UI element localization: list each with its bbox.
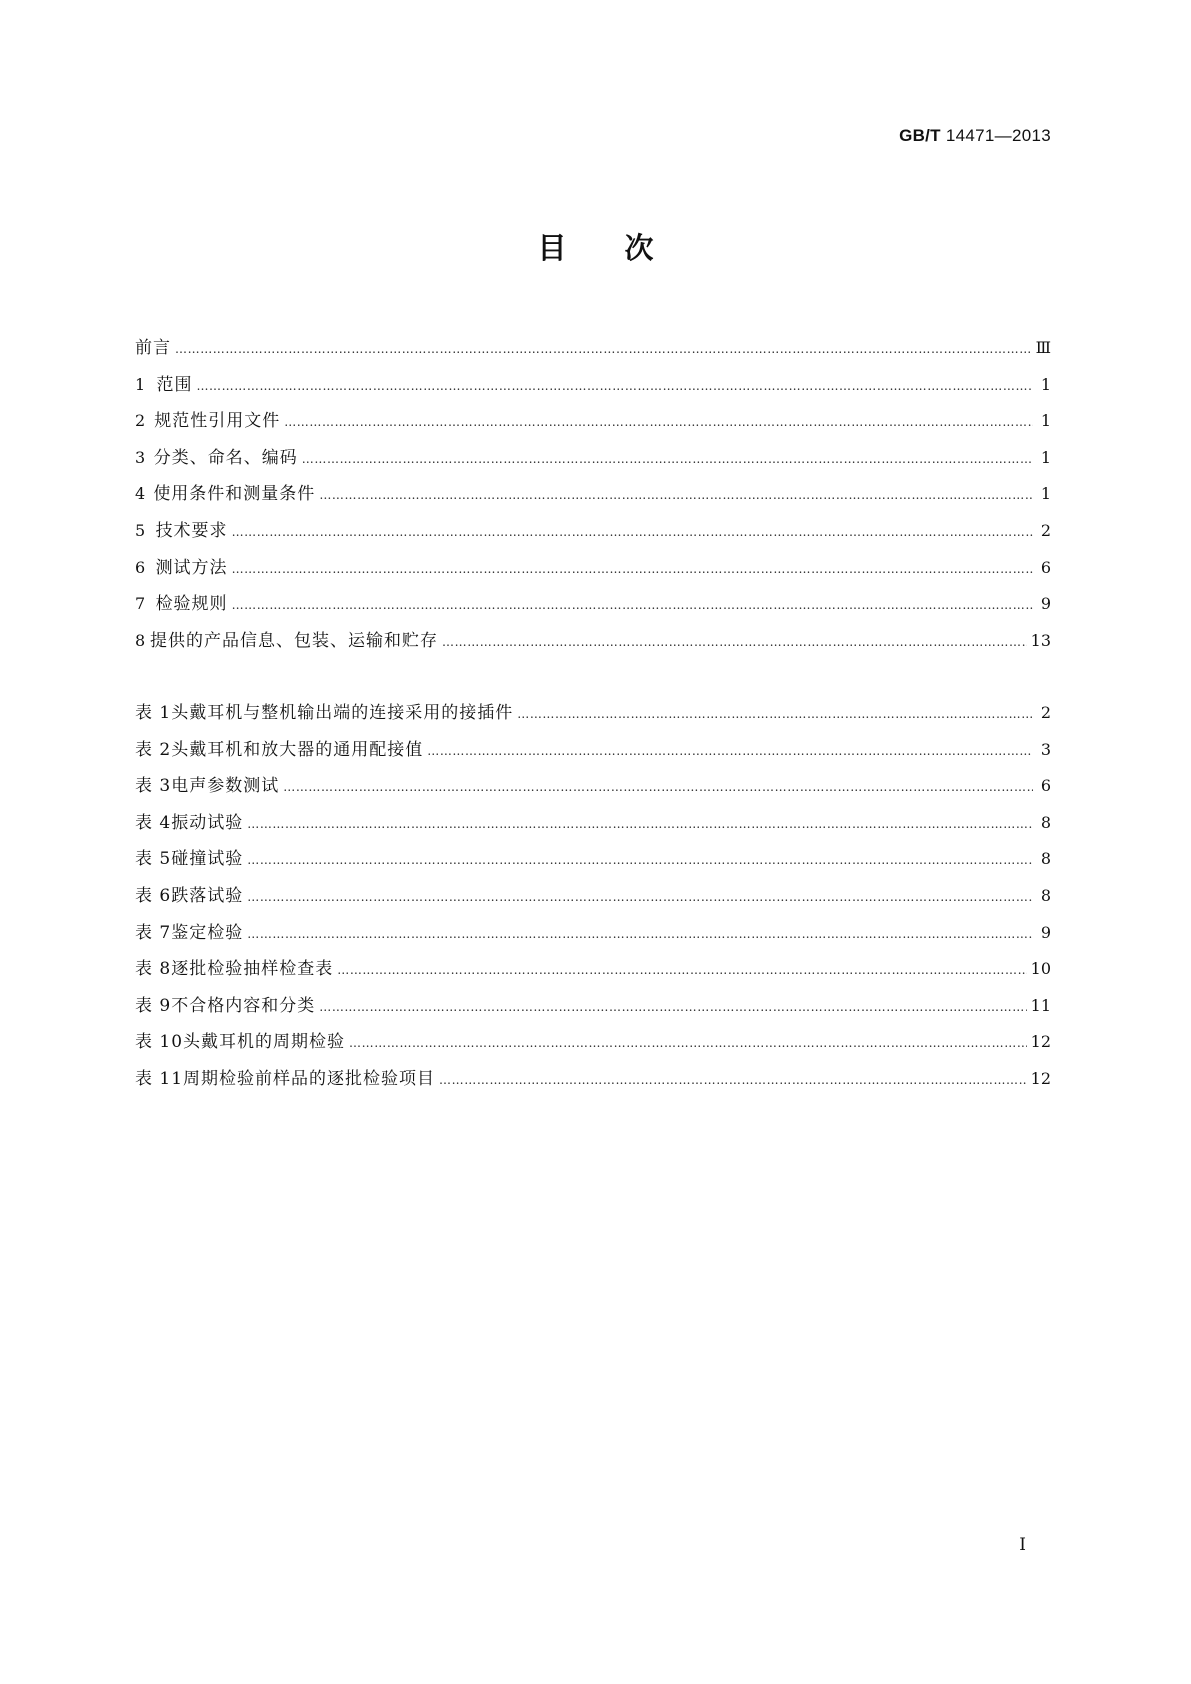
toc-entry-page: 1 <box>1040 447 1051 467</box>
toc-entry-section[interactable] <box>135 367 1051 404</box>
dot-leader <box>427 733 1033 770</box>
toc-entry-title: 提供的产品信息、包装、运输和贮存 <box>150 630 438 651</box>
toc-entry-number: 表 9 <box>135 995 172 1016</box>
toc-entry-number: 表 10 <box>135 1032 184 1053</box>
toc-entry-page: 3 <box>1040 739 1051 759</box>
toc-sections <box>135 330 1051 659</box>
page-title: 目次 <box>537 231 712 265</box>
toc-entry-table[interactable] <box>135 988 1051 1025</box>
toc-entry-page: 12 <box>1030 1068 1051 1088</box>
toc-entry-page: 10 <box>1030 959 1051 979</box>
toc-entry-number: 7 <box>135 594 147 614</box>
page-number: I <box>1019 1535 1026 1555</box>
standard-code: 14471—2013 <box>945 126 1051 145</box>
toc-entry-title: 头戴耳机的周期检验 <box>183 1032 346 1053</box>
toc-entry-table[interactable] <box>135 915 1051 952</box>
toc-entry-page: 2 <box>1040 703 1051 722</box>
toc-entry-table[interactable] <box>135 1024 1051 1061</box>
toc-entry-page: 1 <box>1040 374 1051 394</box>
dot-leader <box>349 1025 1027 1062</box>
toc-entry-page: 11 <box>1030 995 1051 1015</box>
toc-entry-table[interactable] <box>135 951 1051 988</box>
dot-leader <box>302 441 1033 478</box>
toc-entry-section[interactable] <box>135 513 1051 550</box>
dot-leader <box>196 368 1033 405</box>
toc-entry-section[interactable] <box>135 440 1051 477</box>
toc-entry-title: 规范性引用文件 <box>154 411 281 432</box>
toc-entry-number: 表 3 <box>135 776 172 797</box>
toc-entry-page: 8 <box>1040 885 1051 905</box>
toc-entry-page: 9 <box>1040 922 1051 942</box>
toc-entry-number: 6 <box>135 557 147 577</box>
toc-entry-number: 8 <box>135 630 147 650</box>
toc-entry-number: 4 <box>135 484 147 504</box>
toc-entry-page: 1 <box>1040 411 1051 431</box>
toc-entry-number: 3 <box>135 447 147 467</box>
dot-leader <box>283 769 1033 806</box>
toc-entry-title: 检验规则 <box>155 594 228 615</box>
toc-entry-number: 表 1 <box>135 703 172 723</box>
toc-entry-title: 鉴定检验 <box>171 922 244 943</box>
dot-leader <box>247 916 1033 953</box>
toc-entry-page: 2 <box>1040 520 1051 540</box>
toc-entry-table[interactable] <box>135 841 1051 878</box>
toc-entry-title: 碰撞试验 <box>171 849 244 870</box>
toc-entry-number: 表 5 <box>135 849 172 870</box>
toc-entry-number: 5 <box>135 520 147 540</box>
toc-entry-number: 表 2 <box>135 739 172 760</box>
dot-leader <box>247 842 1033 879</box>
toc-entry-page: Ⅲ <box>1035 338 1051 357</box>
dot-leader <box>232 514 1033 551</box>
toc-entry-title: 逐批检验抽样检查表 <box>171 959 334 980</box>
dot-leader <box>247 879 1033 916</box>
toc-entry-page: 13 <box>1030 630 1051 650</box>
dot-leader <box>319 477 1033 514</box>
dot-leader <box>439 1062 1027 1099</box>
toc-entry-title: 头戴耳机和放大器的通用配接值 <box>171 739 424 760</box>
dot-leader <box>232 587 1033 624</box>
toc-entry-table[interactable] <box>135 732 1051 769</box>
toc-entry-number: 表 7 <box>135 922 172 943</box>
toc-entry-page: 12 <box>1030 1032 1051 1052</box>
toc-entry-section[interactable] <box>135 403 1051 440</box>
toc-entry-title: 跌落试验 <box>171 885 244 906</box>
toc-entry-number: 表 4 <box>135 812 172 833</box>
toc-entry-title: 范围 <box>156 374 193 395</box>
toc-entry-section[interactable] <box>135 476 1051 513</box>
dot-leader <box>337 952 1026 989</box>
toc-entry-number: 表 11 <box>135 1068 184 1089</box>
toc-entry-section[interactable] <box>135 550 1051 587</box>
toc-entry-table[interactable] <box>135 878 1051 915</box>
toc-entry-number: 2 <box>135 411 147 431</box>
toc-entry-title: 头戴耳机与整机输出端的连接采用的接插件 <box>171 703 514 723</box>
dot-leader <box>442 624 1027 661</box>
toc-entry-title: 分类、命名、编码 <box>153 447 298 468</box>
dot-leader <box>517 696 1033 733</box>
toc-entry-number: 表 8 <box>135 959 172 980</box>
toc-entry-page: 6 <box>1040 776 1051 796</box>
dot-leader <box>247 806 1033 843</box>
toc-entry-title: 前言 <box>135 338 171 358</box>
toc-entry-number: 1 <box>135 374 147 394</box>
toc-entry-title: 使用条件和测量条件 <box>153 484 316 505</box>
standard-prefix: GB/T <box>899 126 941 145</box>
toc-entry-title: 技术要求 <box>155 520 228 541</box>
toc-entry-title: 测试方法 <box>155 557 228 578</box>
dot-leader <box>175 331 1032 368</box>
dot-leader <box>284 404 1033 441</box>
toc-entry-section[interactable] <box>135 623 1051 660</box>
toc-entry-page: 6 <box>1040 557 1051 577</box>
toc-entry-table[interactable] <box>135 768 1051 805</box>
toc-entry-number: 表 6 <box>135 885 172 906</box>
toc-entry-page: 8 <box>1040 812 1051 832</box>
toc-entry-foreword[interactable] <box>135 330 1051 367</box>
toc-entry-page: 9 <box>1040 594 1051 614</box>
dot-leader <box>232 551 1033 588</box>
toc-entry-table[interactable] <box>135 695 1051 732</box>
standard-number <box>899 126 1051 146</box>
toc-entry-title: 周期检验前样品的逐批检验项目 <box>183 1068 436 1089</box>
toc-entry-title: 不合格内容和分类 <box>171 995 316 1016</box>
toc-entry-page: 8 <box>1040 849 1051 869</box>
toc-entry-table[interactable] <box>135 1061 1051 1098</box>
toc-entry-title: 电声参数测试 <box>171 776 280 797</box>
dot-leader <box>319 989 1026 1026</box>
toc-entry-table[interactable] <box>135 805 1051 842</box>
toc-tables <box>135 695 1051 1098</box>
toc-entry-title: 振动试验 <box>171 812 244 833</box>
toc-entry-section[interactable] <box>135 586 1051 623</box>
toc-entry-page: 1 <box>1040 484 1051 504</box>
